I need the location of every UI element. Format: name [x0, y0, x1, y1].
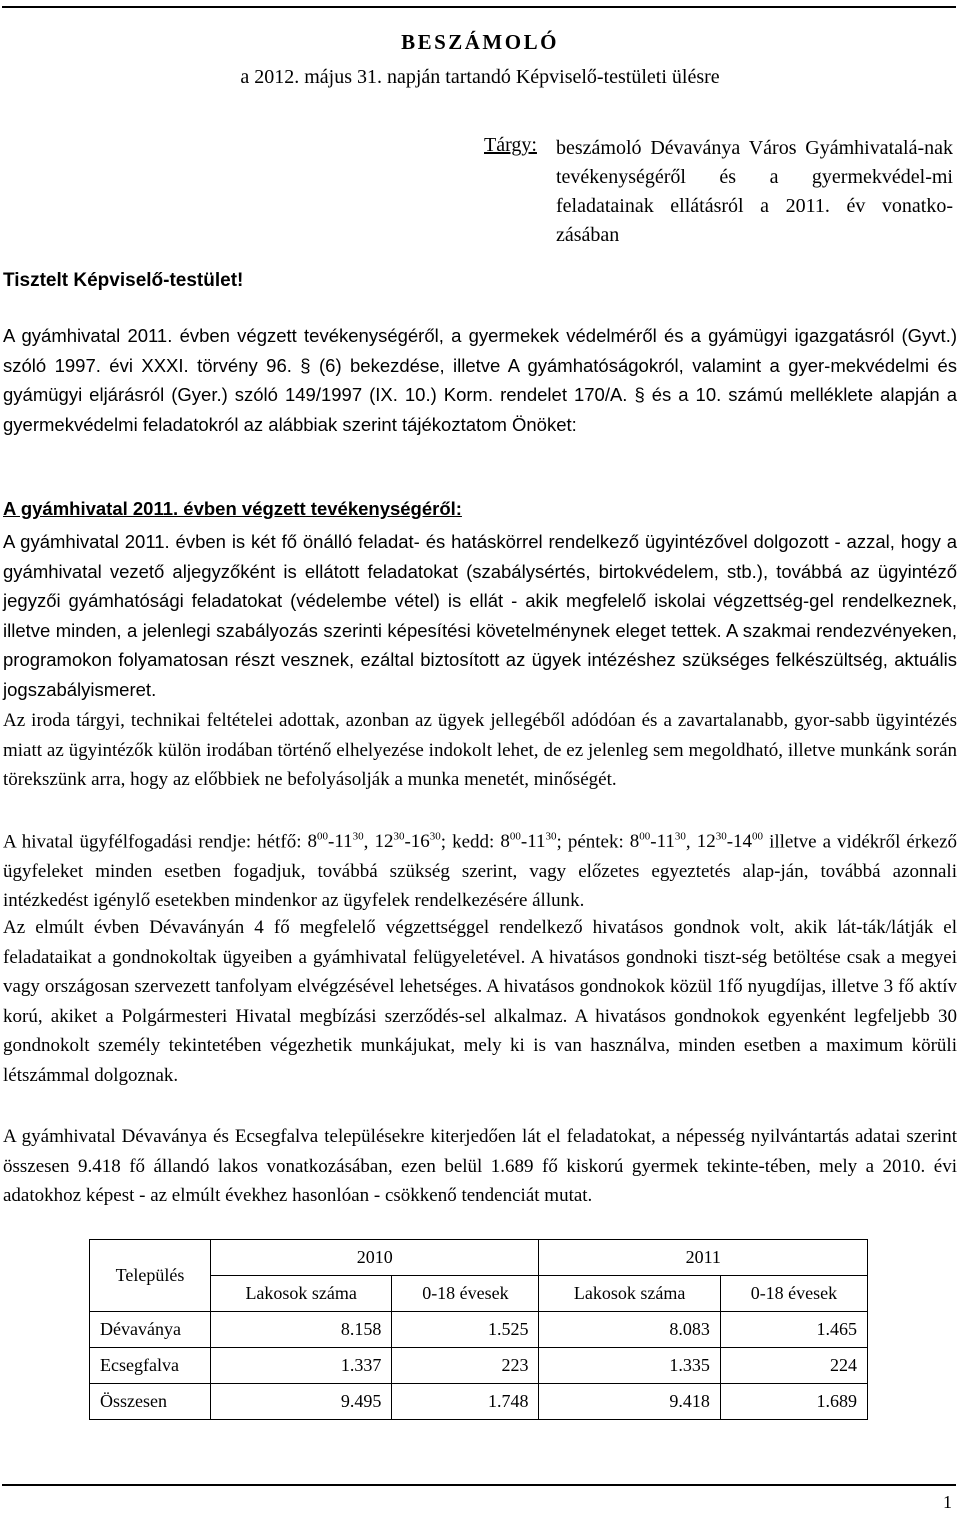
row-kids-2011: 224	[720, 1348, 867, 1384]
subject-text: beszámoló Dévaványa Város Gyámhivatalá-nak tevékenységéről és a gyermekvédel-mi feladatainak ellátásról a 2011. év vonatko-zásában	[556, 137, 953, 246]
time-7: $8^{00}$	[629, 831, 651, 853]
header-pop-2010: Lakosok száma	[211, 1276, 392, 1312]
time-2: $11^{30}$	[334, 831, 364, 853]
row-pop-2010: 1.337	[211, 1348, 392, 1384]
table-row	[90, 1348, 868, 1384]
page-number: 1	[943, 1492, 952, 1512]
document-subtitle: a 2012. május 31. napján tartandó Képviselő-testületi ülésre	[240, 66, 720, 88]
row-name: Összesen	[90, 1384, 211, 1420]
row-name: Dévaványa	[90, 1312, 211, 1348]
paragraph-office-hours: A hivatal ügyfélfogadási rendje: hétfő: $8^{00}-11^{30}$, $12^{30}-16^{30}$; kedd: $8^{00}-11^{30}$; péntek: $8^{00}-11^{30}$, $12^{30}-14^{00}$ illetve a vidékről érkező ügyfeleket minden esetben fogadjuk, továbbá szükség szerint, vagy előzetes egyeztetés alap-ján, továbbá azonnali intézkedést igénylő esetekben mindenkor az ügyfelek rendelkezésére állunk.	[3, 831, 958, 912]
row-pop-2010: 9.495	[211, 1384, 392, 1420]
time-10: $14^{00}$	[733, 831, 764, 853]
section-heading: A gyámhivatal 2011. évben végzett tevékenységéről:	[3, 498, 462, 519]
header-kids-2011: 0-18 évesek	[720, 1276, 867, 1312]
time-6: $11^{30}$	[527, 831, 557, 853]
header-pop-2011: Lakosok száma	[539, 1276, 720, 1312]
table-row-total	[90, 1384, 868, 1420]
paragraph-staff: A gyámhivatal 2011. évben is két fő önálló feladat- és hatáskörrel rendelkező ügyintézővel dolgozott - azzal, hogy a gyámhivatal vezető aljegyzőként is ellátott feladatokat (szabálysértés, birtokvédelem, stb.), továbbá az ügyintéző jegyzői gyámhatósági feladatokat (védelembe vétel) is ellát - akik megfelelő iskolai végzettség-gel rendelkeznek, illetve minden, a jelenlegi szabályozás szerinti képesítési követelménynek eleget tettek. A szakmai rendezvényeken, programokon folyamatosan részt vesznek, ezáltal biztosított az ügyek intézéshez szükséges felkészültség, aktuális jogszabályismeret.	[3, 531, 957, 700]
time-8: $11^{30}$	[656, 831, 686, 853]
row-pop-2011: 9.418	[539, 1384, 720, 1420]
paragraph-population: A gyámhivatal Dévaványa és Ecsegfalva településekre kiterjedően lát el feladatokat, a népesség nyilvántartás adatai szerint összesen 9.418 fő állandó lakos vonatkozásában, ezen belül 1.689 fő kiskorú gyermek tekinte-tében, mely a 2010. évi adatokhoz képest - az elmúlt évekhez hasonlóan - csökkenő tendenciát mutat.	[3, 1126, 957, 1206]
paragraph-office: Az iroda tárgyi, technikai feltételei adottak, azonban az ügyek jellegéből adódóan és a zavartalanabb, gyor-sabb ügyintézés miatt az ügyintézők külön irodában történő elhelyezése indokolt lehet, de ez jelenleg sem megoldható, illetve munkánk során törekszünk arra, hogy az előbbiek ne befolyásolják a munka menetét, minőségét.	[3, 710, 957, 790]
row-kids-2010: 1.748	[392, 1384, 539, 1420]
paragraph-guardians: Az elmúlt évben Dévaványán 4 fő megfelelő végzettséggel rendelkező hivatásos gondnok volt, akik lát-ták/látják el feladataikat a gondnokoltak ügyeiben a gyámhivatal felügyeletével. A hivatásos gondnoki tiszt-ség betöltése csak a megyei vagy országosan szervezett tanfolyam elvégzésével lehetséges. A hivatásos gondnokok közül 1fő nyugdíjas, illetve 3 fő aktív korú, akiket a Polgármesteri Hivatal megbízási szerződés-sel alkalmaz. A hivatásos gondnokok egyenként legfeljebb 30 gondnokolt személy tekintetében végezhetik munkájukat, mely ki is van használva, minden esetben a maximum körüli létszámmal dolgoznak.	[3, 917, 957, 1086]
row-kids-2011: 1.689	[720, 1384, 867, 1420]
time-9: $12^{30}$	[696, 831, 727, 853]
population-table	[89, 1239, 868, 1420]
time-4: $16^{30}$	[410, 831, 441, 853]
header-settlement: Település	[90, 1240, 211, 1312]
row-pop-2011: 1.335	[539, 1348, 720, 1384]
top-rule	[2, 6, 956, 8]
subject-label: Tárgy:	[484, 134, 537, 156]
row-pop-2010: 8.158	[211, 1312, 392, 1348]
time-5: $8^{00}$	[500, 831, 521, 853]
footer-rule	[2, 1484, 956, 1486]
header-year-2011: 2011	[539, 1240, 868, 1276]
office-hours-prefix: A hivatal ügyfélfogadási rendje: hétfő:	[3, 831, 308, 853]
table-row	[90, 1312, 868, 1348]
time-3: $12^{30}$	[374, 831, 405, 853]
header-year-2010: 2010	[211, 1240, 539, 1276]
document-title: BESZÁMOLÓ	[401, 30, 559, 54]
header-kids-2010: 0-18 évesek	[392, 1276, 539, 1312]
intro-paragraph: A gyámhivatal 2011. évben végzett tevékenységéről, a gyermekek védelméről és a gyámügyi igazgatásról (Gyvt.) szóló 1997. évi XXXI. törvény 96. § (6) bekezdése, illetve A gyámhatóságokról, valamint a gyer-mekvédelmi és gyámügyi eljárásról (Gyer.) szóló 149/1997 (IX. 10.) Korm. rendelet 170/A. § és a 10. számú melléklete alapján a gyermekvédelmi feladatokról az alábbiak szerint tájékoztatom Önöket:	[3, 325, 957, 435]
row-kids-2011: 1.465	[720, 1312, 867, 1348]
row-pop-2011: 8.083	[539, 1312, 720, 1348]
greeting: Tisztelt Képviselő-testület!	[3, 270, 244, 291]
row-kids-2010: 223	[392, 1348, 539, 1384]
row-name: Ecsegfalva	[90, 1348, 211, 1384]
row-kids-2010: 1.525	[392, 1312, 539, 1348]
time-1: $8^{00}$	[307, 831, 329, 853]
